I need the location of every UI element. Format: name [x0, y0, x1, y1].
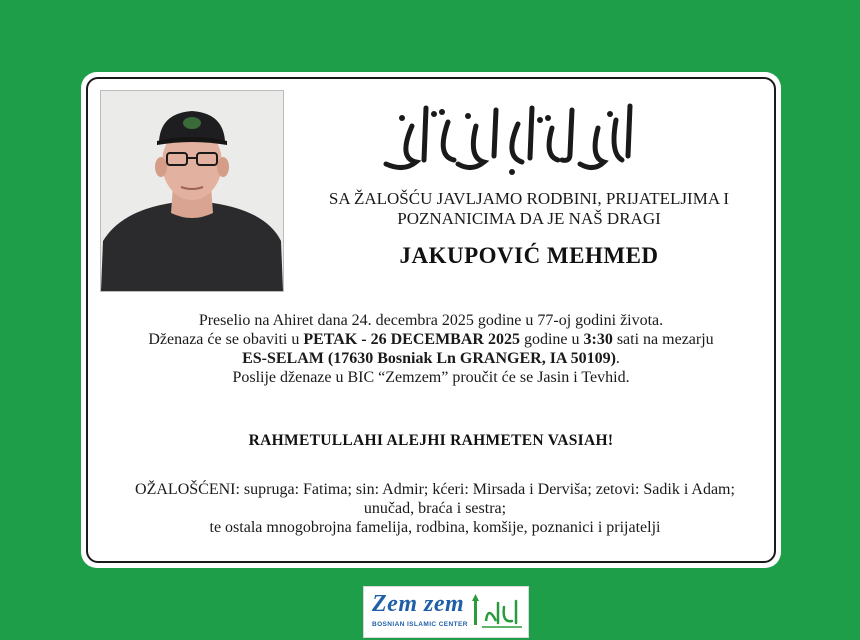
- cemetery-line: ES-SELAM (17630 Bosniak Ln GRANGER, IA 50109).: [242, 350, 620, 367]
- deceased-photo: [100, 90, 284, 292]
- prayer-line: Poslije dženaze u BIC “Zemzem” proučit će se Jasin i Tevhid.: [232, 369, 630, 386]
- notice-body: [100, 311, 762, 387]
- prayer-heading: RAHMETULLAHI ALEJHI RAHMETEN VASIAH!: [248, 432, 614, 449]
- logo-subtitle: BOSNIAN ISLAMIC CENTER: [372, 621, 468, 628]
- cemetery-address: ES-SELAM (17630 Bosniak Ln GRANGER, IA 50109): [242, 350, 616, 367]
- funeral-line: Dženaza će se obaviti u PETAK - 26 DECEMBAR 2025 godine u 3:30 sati na mezarju: [148, 331, 714, 348]
- deceased-name: JAKUPOVIĆ MEHMED: [399, 243, 659, 268]
- mosque-calligraphy-icon: [468, 591, 524, 633]
- mourners-others: te ostala mnogobrojna famelija, rodbina, komšije, poznanici i prijatelji: [209, 519, 661, 536]
- mourners-family: OŽALOŠĆENI: supruga: Fatima; sin: Admir; kćeri: Mirsada i Derviša; zetovi: Sadik i Adam; unučad, braća i sestra;: [135, 481, 735, 517]
- zemzem-logo: [363, 586, 529, 638]
- intro-text: SA ŽALOŠĆU JAVLJAMO RODBINI, PRIJATELJIMA I POZNANICIMA DA JE NAŠ DRAGI: [328, 189, 730, 228]
- logo-title: Zem zem: [372, 591, 465, 617]
- arabic-calligraphy-image: [372, 98, 642, 180]
- passing-date-line: Preselio na Ahiret dana 24. decembra 2025 godine u 77-oj godini života.: [198, 312, 664, 329]
- funeral-time: 3:30: [583, 331, 613, 348]
- mourners-text: [110, 480, 760, 537]
- funeral-date: PETAK - 26 DECEMBAR 2025: [303, 331, 520, 348]
